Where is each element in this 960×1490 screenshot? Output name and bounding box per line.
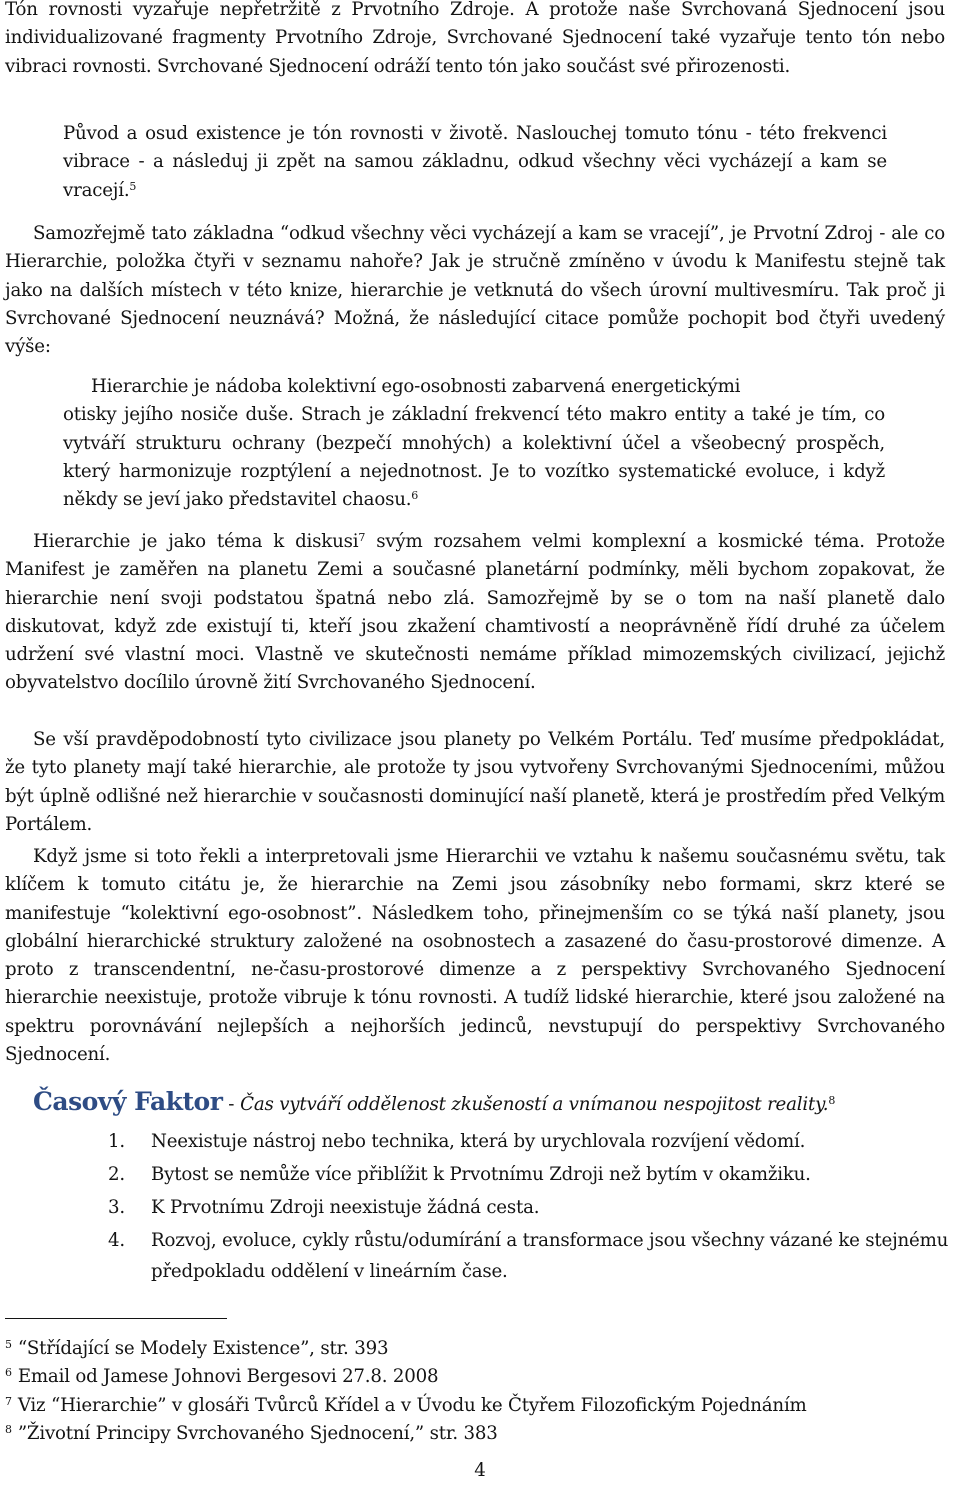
section-heading xyxy=(33,1082,953,1125)
page-number: 4 xyxy=(474,1460,486,1481)
block-quote-body: otisky jejího nosiče duše. Strach je základní frekvencí této makro entity a také je tím, co vytváří strukturu ochrany (bezpečí mnohých) a kolektivní účel a všeobecný prospěch, který harmonizuje rozptýlení a nejednotnost. Je to vozítko systematické evoluce, i když někdy se jeví jako představitel chaosu. xyxy=(63,404,885,511)
footnote-ref-7[interactable]: 7 xyxy=(358,531,366,544)
section-subtitle: Čas vytváří oddělenost zkušeností a vnímanou nespojitost reality. xyxy=(240,1094,829,1115)
paragraph-2-body: Naslouchej tomuto tónu - této frekvenci vibrace - a následuj ji zpět na samou základnu, odkud všechny věci vycházejí a kam se vracejí. xyxy=(63,123,887,201)
block-quote-first-line: Hierarchie je nádoba kolektivní ego-osobnosti zabarvená energetickými xyxy=(91,376,741,397)
list-item-number: 2. xyxy=(108,1164,125,1185)
numbered-list xyxy=(0,1126,960,1289)
footnote xyxy=(5,1392,950,1420)
footnote-divider xyxy=(5,1318,227,1319)
footnote-ref-6[interactable]: 6 xyxy=(411,489,419,503)
list-item-number: 4. xyxy=(108,1230,125,1251)
footnote-ref-5[interactable]: 5 xyxy=(129,179,137,193)
section-separator: - xyxy=(222,1094,241,1115)
footnote-mark: 8 xyxy=(5,1422,12,1436)
footnote-text: “Střídající se Modely Existence”, str. 393 xyxy=(17,1338,389,1359)
paragraph-2-lead: Původ a osud existence je tón rovnosti v životě. xyxy=(63,123,509,144)
list-item-text: Bytost se nemůže více přiblížit k Prvotnímu Zdroji než bytím v okamžiku. xyxy=(151,1164,811,1185)
paragraph-1: Tón rovnosti vyzařuje nepřetržitě z Prvotního Zdroje. A protože naše Svrchovaná Sjednocení jsou individualizované fragmenty Prvotního Zdroje, Svrchované Sjednocení také vyzařuje tento tón nebo vibraci rovnosti. Svrchované Sjednocení odráží tento tón jako součást své přirozenosti. xyxy=(5,0,945,77)
footnote xyxy=(5,1363,950,1391)
footnote xyxy=(5,1420,950,1448)
block-quote xyxy=(63,373,885,514)
list-item xyxy=(0,1126,960,1157)
list-item-number: 1. xyxy=(108,1131,125,1152)
list-item xyxy=(0,1192,960,1223)
footnote-ref-8[interactable]: 8 xyxy=(828,1094,836,1107)
footnotes xyxy=(5,1335,950,1448)
list-item xyxy=(0,1225,960,1287)
footnote-text: ”Životní Principy Svrchovaného Sjednocení,” str. 383 xyxy=(17,1422,498,1444)
paragraph-4: Hierarchie je jako téma k diskusi$^7$ svým rozsahem velmi komplexní a kosmické téma. Protože Manifest je zaměřen na planetu Zemi a současné planetární podmínky, měli bychom zopakovat, že hierarchie není svoji podstatou špatná nebo zlá. Samozřejmě by se o tom na naší planetě dalo diskutovat, když zde existují ti, kteří jsou zkažení chamtivostí a neoprávněně řídí druhé za účelem udržení své vlastní moci. Vlastně ve skutečnosti nemáme příklad mimozemských civilizací, jejichž obyvatelstvo docílilo úrovně žití Svrchovaného Sjednocení. xyxy=(5,531,945,694)
list-item-text: Neexistuje nástroj nebo technika, která by urychlovala rozvíjení vědomí. xyxy=(151,1131,806,1152)
list-item-text: K Prvotnímu Zdroji neexistuje žádná cesta. xyxy=(151,1197,540,1218)
footnote-text: Viz “Hierarchie” v glosáři Tvůrců Křídel a v Úvodu ke Čtyřem Filozofickým Pojednáním xyxy=(17,1394,807,1416)
footnote xyxy=(5,1335,950,1363)
list-item-text: Rozvoj, evoluce, cykly růstu/odumírání a transformace jsou všechny vázané ke stejnému předpokladu oddělení v lineárním čase. xyxy=(151,1230,949,1282)
paragraph-2 xyxy=(5,120,887,205)
paragraph-5: Se vší pravděpodobností tyto civilizace jsou planety po Velkém Portálu. Teď musíme předpokládat, že tyto planety mají také hierarchie, ale protože ty jsou vytvořeny Svrchovanými Sjednoceními, můžou být úplně odlišné než hierarchie v současnosti dominující naší planetě, která je prostředím před Velkým Portálem. xyxy=(5,729,945,835)
footnote-mark: 5 xyxy=(5,1338,12,1351)
list-item-number: 3. xyxy=(108,1197,125,1218)
paragraph-3: Samozřejmě tato základna “odkud všechny věci vycházejí a kam se vracejí”, je Prvotní Zdroj - ale co Hierarchie, položka čtyři v seznamu nahoře? Jak je stručně zmíněno v úvodu k Manifestu stejně tak jako na dalších místech v této knize, hierarchie je vetknutá do všech úrovní multivesmíru. Tak proč ji Svrchované Sjednocení neuznává? Možná, že následující citace pomůže pochopit bod čtyři uvedený výše: xyxy=(5,223,945,358)
section-title: Časový Faktor xyxy=(33,1087,223,1116)
footnote-text: Email od Jamese Johnovi Bergesovi 27.8. 2008 xyxy=(17,1366,439,1388)
footnote-mark: 7 xyxy=(5,1394,12,1408)
paragraph-6: Když jsme si toto řekli a interpretovali jsme Hierarchii ve vztahu k našemu současnému světu, tak klíčem k tomuto citátu je, že hierarchie na Zemi jsou zásobníky nebo formami, skrz které se manifestuje “kolektivní ego-osobnost”. Následkem toho, přinejmenším co se týká naší planety, jsou globální hierarchické struktury založené na osobnostech a zasazené do času-prostorové dimenze. A proto z transcendentní, ne-času-prostorové dimenze a z perspektivy Svrchovaného Sjednocení hierarchie neexistuje, protože vibruje k tónu rovnosti. A tudíž lidské hierarchie, které jsou založené na spektru porovnávání nejlepších a nejhorších jedinců, nevstupují do perspektivy Svrchovaného Sjednocení. xyxy=(5,846,945,1066)
list-item xyxy=(0,1159,960,1190)
footnote-mark: 6 xyxy=(5,1366,12,1380)
